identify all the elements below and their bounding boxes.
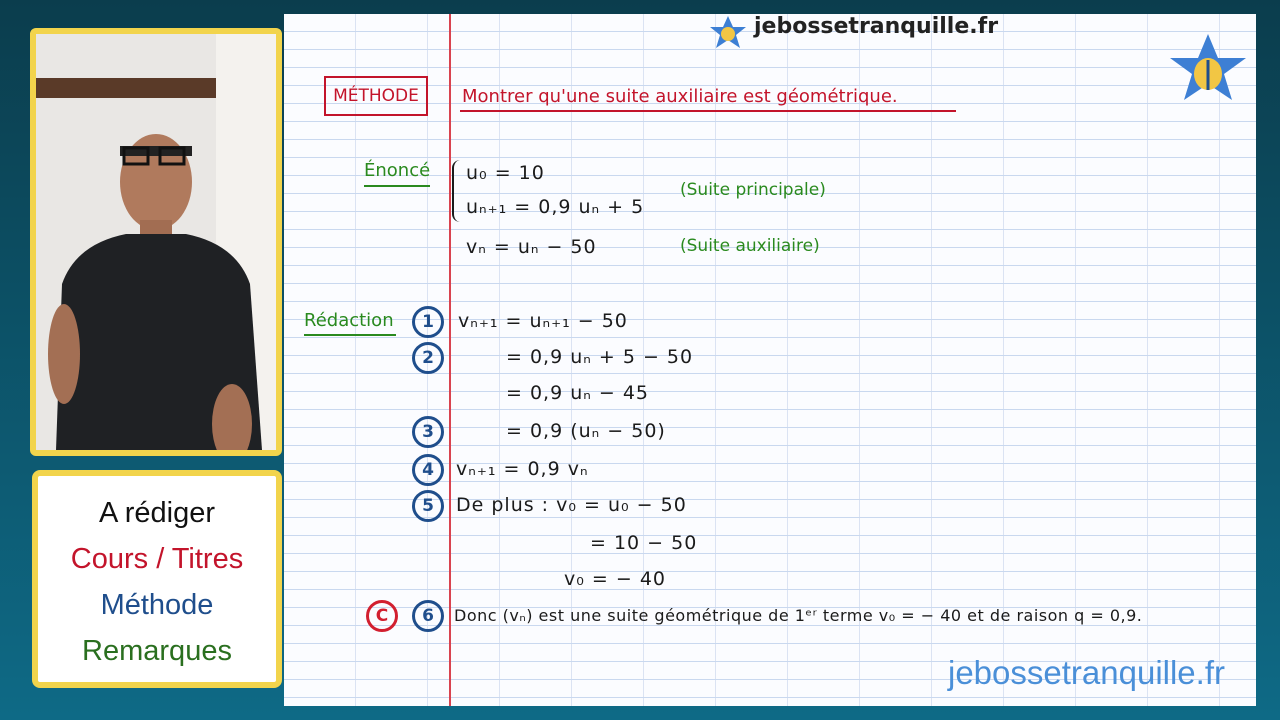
margin-line (449, 14, 451, 706)
enonce-line3: vₙ = uₙ − 50 (466, 236, 597, 258)
step-line-3: = 0,9 (uₙ − 50) (506, 420, 666, 442)
enonce-underline (364, 185, 430, 187)
step-number-2: 2 (412, 342, 444, 374)
step-line-5c: v₀ = − 40 (564, 568, 666, 590)
enonce-line1: u₀ = 10 (466, 162, 545, 184)
enonce-note1: (Suite principale) (680, 180, 826, 200)
webcam-video (30, 28, 282, 456)
conclusion-c-mark: C (366, 600, 398, 632)
system-brace (452, 160, 462, 222)
method-title-underline (460, 110, 956, 112)
redaction-underline (304, 334, 396, 336)
legend-item-remarques: Remarques (82, 635, 232, 667)
legend-item-rediger: A rédiger (98, 497, 216, 529)
method-box: MÉTHODE (324, 76, 428, 116)
enonce-label: Énoncé (364, 160, 431, 181)
color-legend (32, 470, 282, 688)
header-site-url: jebossetranquille.fr (754, 14, 999, 39)
step-line-4: vₙ₊₁ = 0,9 vₙ (456, 458, 589, 480)
presenter-image (36, 34, 276, 450)
step-number-3: 3 (412, 416, 444, 448)
step-line-5: De plus : v₀ = u₀ − 50 (456, 494, 687, 516)
step-number-6: 6 (412, 600, 444, 632)
redaction-label: Rédaction (304, 310, 394, 331)
step-number-4: 4 (412, 454, 444, 486)
star-logo-icon (706, 14, 750, 50)
conclusion-text: Donc (vₙ) est une suite géométrique de 1ᵉʳ terme v₀ = − 40 et de raison q = 0,9. (454, 606, 1143, 625)
star-logo-corner-icon (1166, 32, 1250, 102)
legend-item-cours: Cours / Titres (70, 543, 244, 575)
legend-item-methode: Méthode (100, 589, 214, 621)
step-number-1: 1 (412, 306, 444, 338)
footer-url: jebossetranquille.fr (948, 654, 1225, 691)
step-number-5: 5 (412, 490, 444, 522)
step-line-2: = 0,9 uₙ + 5 − 50 (506, 346, 694, 368)
step-line-5b: = 10 − 50 (590, 532, 698, 554)
method-title: Montrer qu'une suite auxiliaire est géométrique. (462, 86, 898, 107)
step-line-1: vₙ₊₁ = uₙ₊₁ − 50 (458, 310, 628, 332)
enonce-note2: (Suite auxiliaire) (680, 236, 820, 256)
step-line-2b: = 0,9 uₙ − 45 (506, 382, 650, 404)
enonce-line2: uₙ₊₁ = 0,9 uₙ + 5 (466, 196, 645, 218)
